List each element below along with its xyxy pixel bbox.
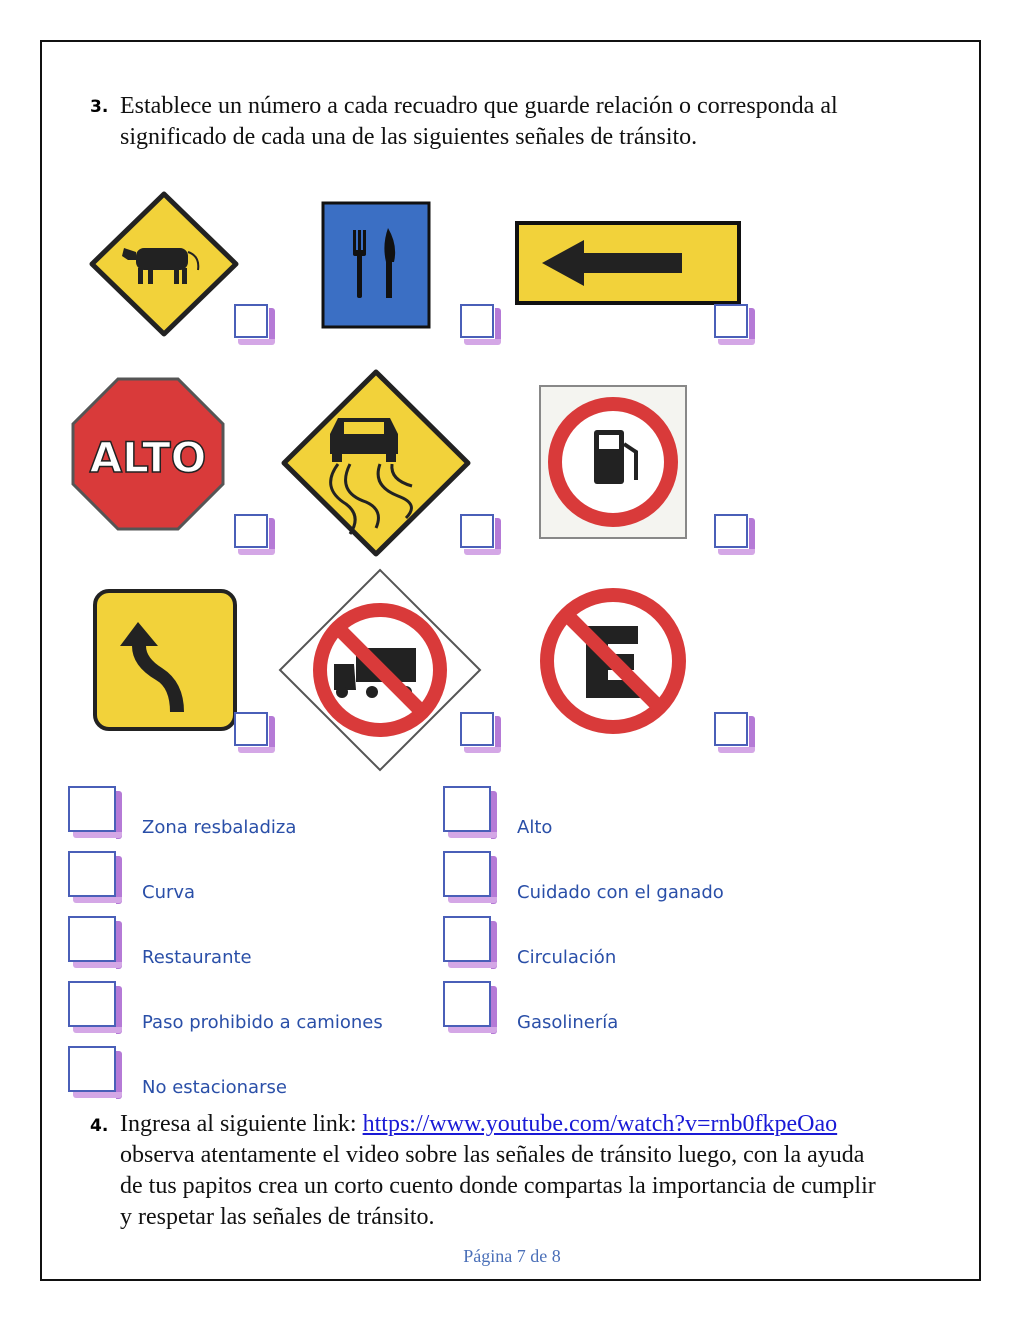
answer-box-cattle[interactable] bbox=[234, 304, 270, 340]
question-4-prefix: Ingresa al siguiente link: bbox=[120, 1111, 363, 1137]
question-4-line-1 bbox=[120, 1109, 837, 1140]
question-4-line-3: de tus papitos crea un corto cuento donde compartas la importancia de cumplir bbox=[120, 1173, 876, 1199]
no-parking-sign bbox=[538, 586, 688, 736]
youtube-link[interactable]: https://www.youtube.com/watch?v=rnb0fkpeOao bbox=[362, 1111, 838, 1137]
answer-box-no-trucks[interactable] bbox=[460, 712, 496, 748]
answer-box-curve[interactable] bbox=[234, 712, 270, 748]
option-label: Cuidado con el ganado bbox=[517, 882, 724, 903]
answer-box-slippery[interactable] bbox=[460, 514, 496, 550]
stop-sign bbox=[70, 376, 226, 532]
cattle-crossing-sign bbox=[88, 190, 240, 338]
question-3-number: 3. bbox=[90, 97, 109, 117]
question-3-line-1: Establece un número a cada recuadro que guarde relación o corresponda al bbox=[120, 93, 838, 119]
page-number: Página 7 de 8 bbox=[463, 1246, 561, 1266]
option-label: Circulación bbox=[517, 947, 617, 968]
answer-box-restaurant[interactable] bbox=[460, 304, 496, 340]
slippery-road-sign bbox=[280, 368, 472, 558]
answer-box-no-parking[interactable] bbox=[714, 712, 750, 748]
curve-sign bbox=[92, 588, 238, 732]
answer-box-stop[interactable] bbox=[234, 514, 270, 550]
question-4-line-4: y respetar las señales de tránsito. bbox=[120, 1204, 435, 1230]
option-label: Paso prohibido a camiones bbox=[142, 1012, 383, 1033]
arrow-left-sign bbox=[514, 220, 742, 306]
option-label: Gasolinería bbox=[517, 1012, 619, 1033]
option-label: Restaurante bbox=[142, 947, 252, 968]
no-trucks-sign bbox=[276, 566, 484, 774]
stop-sign-text: ALTO bbox=[89, 433, 207, 482]
question-4-line-2: observa atentamente el video sobre las señales de tránsito luego, con la ayuda bbox=[120, 1142, 865, 1168]
option-label: Zona resbaladiza bbox=[142, 817, 297, 838]
restaurant-sign bbox=[320, 200, 432, 330]
option-label: Alto bbox=[517, 817, 553, 838]
option-label: No estacionarse bbox=[142, 1077, 287, 1098]
answer-box-gas[interactable] bbox=[714, 514, 750, 550]
question-3-line-2: significado de cada una de las siguientes señales de tránsito. bbox=[120, 124, 698, 150]
gas-station-prohibited-sign bbox=[538, 384, 688, 540]
answer-box-arrow[interactable] bbox=[714, 304, 750, 340]
question-4-number: 4. bbox=[90, 1116, 109, 1136]
option-label: Curva bbox=[142, 882, 196, 903]
